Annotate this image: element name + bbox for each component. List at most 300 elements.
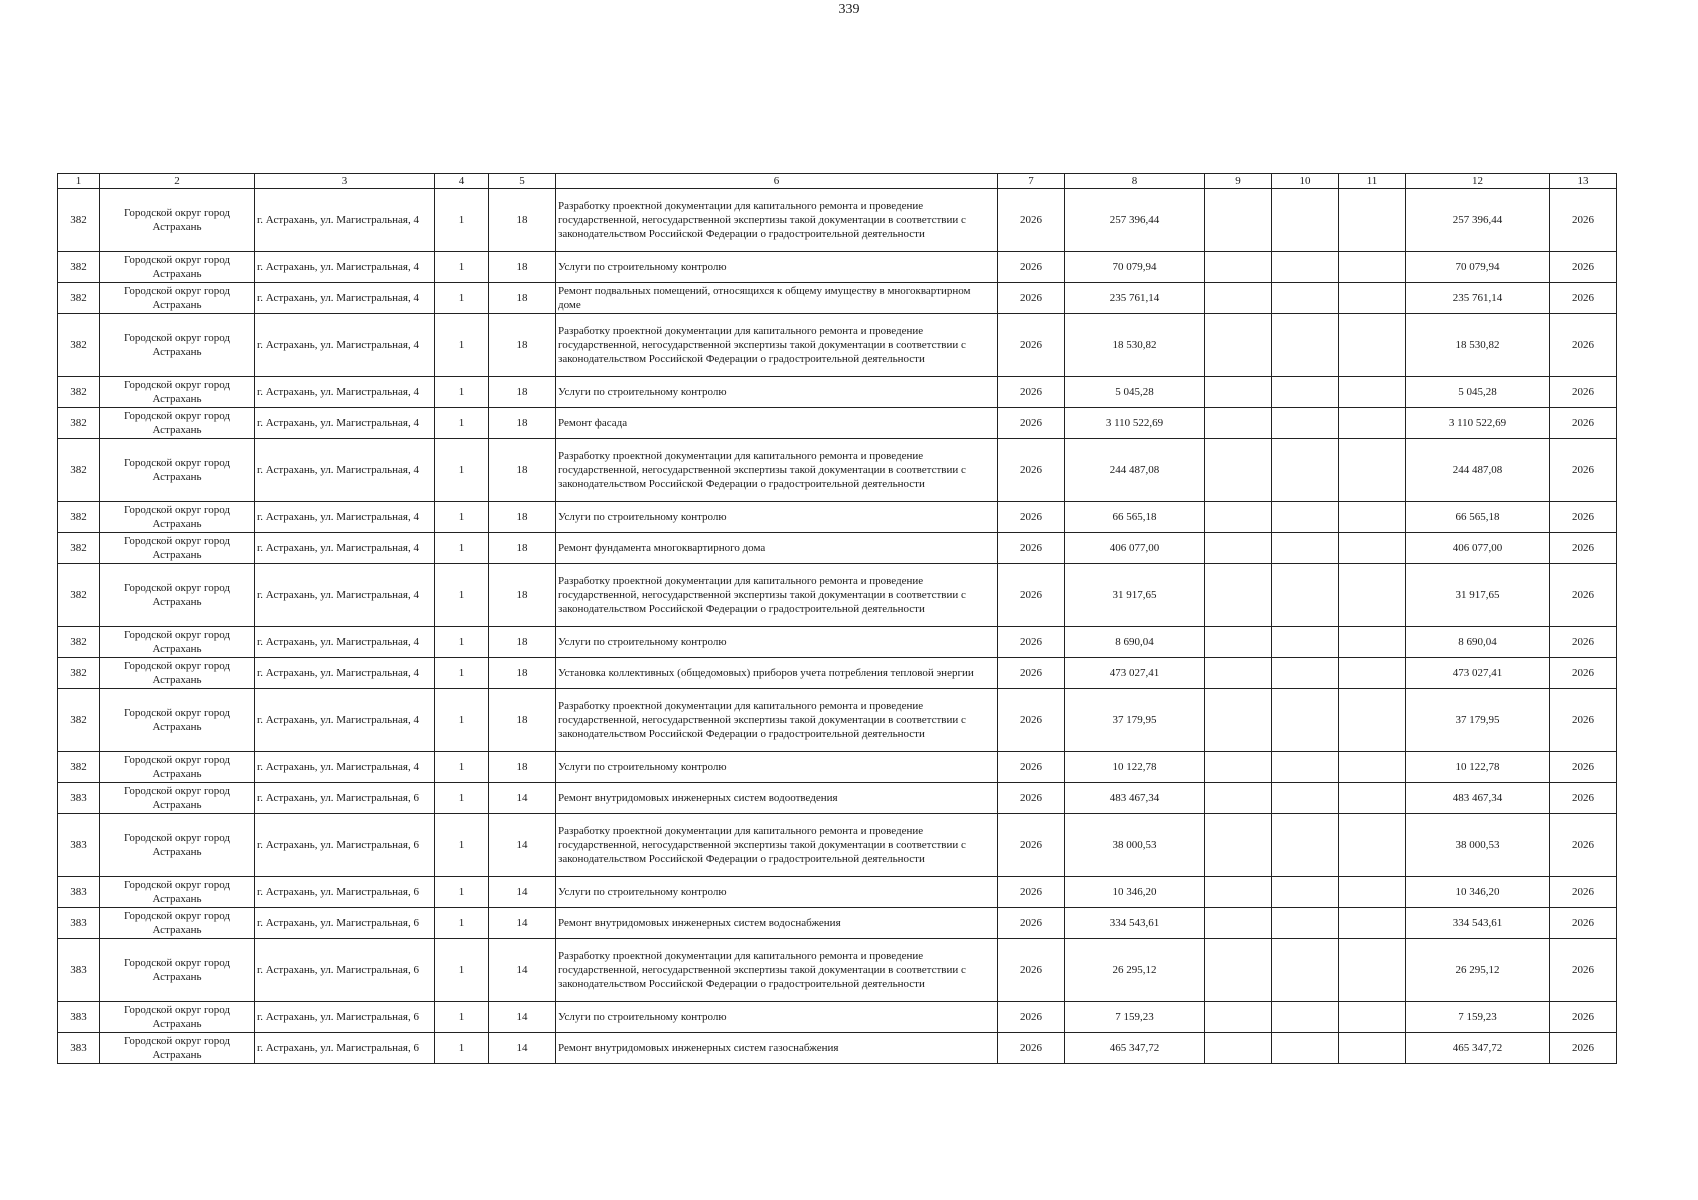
cost-cell: 406 077,00 <box>1406 533 1550 564</box>
cost-cell: 483 467,34 <box>1406 783 1550 814</box>
year-cell: 2026 <box>998 564 1065 627</box>
value-cell: 18 <box>489 502 556 533</box>
municipality-cell: Городской округ город Астрахань <box>100 783 255 814</box>
address-cell: г. Астрахань, ул. Магистральная, 4 <box>255 283 435 314</box>
value-cell: 1 <box>435 1033 489 1064</box>
value-cell <box>1339 502 1406 533</box>
value-cell: 1 <box>435 408 489 439</box>
municipality-cell: Городской округ город Астрахань <box>100 189 255 252</box>
cost-cell: 66 565,18 <box>1406 502 1550 533</box>
year-cell: 2026 <box>1550 314 1617 377</box>
cost-cell: 244 487,08 <box>1406 439 1550 502</box>
table-row <box>58 752 1617 783</box>
cost-cell: 10 346,20 <box>1065 877 1205 908</box>
cost-cell: 473 027,41 <box>1065 658 1205 689</box>
value-cell <box>1272 783 1339 814</box>
row-number-cell: 382 <box>58 314 100 377</box>
year-cell: 2026 <box>998 408 1065 439</box>
year-cell: 2026 <box>1550 408 1617 439</box>
cost-cell: 235 761,14 <box>1065 283 1205 314</box>
year-cell: 2026 <box>998 252 1065 283</box>
municipality-cell: Городской округ город Астрахань <box>100 439 255 502</box>
cost-cell: 10 346,20 <box>1406 877 1550 908</box>
value-cell <box>1339 783 1406 814</box>
value-cell <box>1205 377 1272 408</box>
work-type-cell: Ремонт внутридомовых инженерных систем газоснабжения <box>556 1033 998 1064</box>
value-cell <box>1205 752 1272 783</box>
year-cell: 2026 <box>1550 377 1617 408</box>
year-cell: 2026 <box>998 627 1065 658</box>
value-cell <box>1272 877 1339 908</box>
cost-cell: 257 396,44 <box>1406 189 1550 252</box>
column-header: 10 <box>1272 174 1339 189</box>
value-cell: 1 <box>435 783 489 814</box>
value-cell: 1 <box>435 314 489 377</box>
value-cell: 1 <box>435 377 489 408</box>
table-row <box>58 783 1617 814</box>
work-type-cell: Разработку проектной документации для капитального ремонта и проведение государственной, негосударственной экспертизы такой документации в соответствии с законодательством Российской Федерации о градостроительной деятельности <box>556 814 998 877</box>
cost-cell: 8 690,04 <box>1065 627 1205 658</box>
cost-cell: 244 487,08 <box>1065 439 1205 502</box>
table-row <box>58 1002 1617 1033</box>
municipality-cell: Городской округ город Астрахань <box>100 377 255 408</box>
value-cell: 18 <box>489 752 556 783</box>
cost-cell: 465 347,72 <box>1065 1033 1205 1064</box>
value-cell <box>1339 877 1406 908</box>
table-row <box>58 283 1617 314</box>
value-cell <box>1205 1002 1272 1033</box>
value-cell <box>1272 1033 1339 1064</box>
column-header: 3 <box>255 174 435 189</box>
value-cell <box>1339 314 1406 377</box>
address-cell: г. Астрахань, ул. Магистральная, 4 <box>255 564 435 627</box>
value-cell: 18 <box>489 564 556 627</box>
year-cell: 2026 <box>998 189 1065 252</box>
value-cell <box>1339 439 1406 502</box>
value-cell: 1 <box>435 814 489 877</box>
year-cell: 2026 <box>1550 564 1617 627</box>
year-cell: 2026 <box>1550 877 1617 908</box>
value-cell: 14 <box>489 1033 556 1064</box>
cost-cell: 406 077,00 <box>1065 533 1205 564</box>
year-cell: 2026 <box>1550 908 1617 939</box>
address-cell: г. Астрахань, ул. Магистральная, 4 <box>255 689 435 752</box>
value-cell <box>1205 564 1272 627</box>
work-type-cell: Разработку проектной документации для капитального ремонта и проведение государственной, негосударственной экспертизы такой документации в соответствии с законодательством Российской Федерации о градостроительной деятельности <box>556 189 998 252</box>
row-number-cell: 383 <box>58 1033 100 1064</box>
address-cell: г. Астрахань, ул. Магистральная, 6 <box>255 939 435 1002</box>
row-number-cell: 382 <box>58 283 100 314</box>
value-cell: 14 <box>489 877 556 908</box>
value-cell: 18 <box>489 408 556 439</box>
address-cell: г. Астрахань, ул. Магистральная, 4 <box>255 502 435 533</box>
value-cell <box>1205 877 1272 908</box>
row-number-cell: 382 <box>58 752 100 783</box>
value-cell: 1 <box>435 752 489 783</box>
address-cell: г. Астрахань, ул. Магистральная, 4 <box>255 658 435 689</box>
cost-cell: 5 045,28 <box>1406 377 1550 408</box>
cost-cell: 3 110 522,69 <box>1406 408 1550 439</box>
cost-cell: 18 530,82 <box>1065 314 1205 377</box>
municipality-cell: Городской округ город Астрахань <box>100 283 255 314</box>
row-number-cell: 382 <box>58 189 100 252</box>
column-header: 1 <box>58 174 100 189</box>
value-cell: 1 <box>435 939 489 1002</box>
column-header: 8 <box>1065 174 1205 189</box>
year-cell: 2026 <box>998 783 1065 814</box>
table-row <box>58 189 1617 252</box>
municipality-cell: Городской округ город Астрахань <box>100 1002 255 1033</box>
year-cell: 2026 <box>1550 939 1617 1002</box>
cost-cell: 235 761,14 <box>1406 283 1550 314</box>
table-row <box>58 502 1617 533</box>
row-number-cell: 382 <box>58 502 100 533</box>
table-row <box>58 939 1617 1002</box>
value-cell <box>1272 908 1339 939</box>
address-cell: г. Астрахань, ул. Магистральная, 4 <box>255 752 435 783</box>
value-cell: 14 <box>489 783 556 814</box>
value-cell <box>1339 408 1406 439</box>
value-cell: 1 <box>435 283 489 314</box>
year-cell: 2026 <box>998 533 1065 564</box>
municipality-cell: Городской округ город Астрахань <box>100 564 255 627</box>
cost-cell: 5 045,28 <box>1065 377 1205 408</box>
row-number-cell: 383 <box>58 814 100 877</box>
value-cell: 1 <box>435 1002 489 1033</box>
year-cell: 2026 <box>1550 752 1617 783</box>
year-cell: 2026 <box>998 1033 1065 1064</box>
value-cell <box>1339 1002 1406 1033</box>
table-row <box>58 877 1617 908</box>
value-cell: 14 <box>489 939 556 1002</box>
value-cell <box>1339 1033 1406 1064</box>
year-cell: 2026 <box>998 877 1065 908</box>
work-type-cell: Установка коллективных (общедомовых) приборов учета потребления тепловой энергии <box>556 658 998 689</box>
cost-cell: 483 467,34 <box>1065 783 1205 814</box>
value-cell <box>1205 439 1272 502</box>
year-cell: 2026 <box>1550 627 1617 658</box>
value-cell: 1 <box>435 658 489 689</box>
value-cell: 18 <box>489 439 556 502</box>
value-cell <box>1339 689 1406 752</box>
table-row <box>58 252 1617 283</box>
year-cell: 2026 <box>1550 689 1617 752</box>
table-row <box>58 814 1617 877</box>
municipality-cell: Городской округ город Астрахань <box>100 314 255 377</box>
address-cell: г. Астрахань, ул. Магистральная, 6 <box>255 908 435 939</box>
address-cell: г. Астрахань, ул. Магистральная, 4 <box>255 252 435 283</box>
value-cell: 1 <box>435 627 489 658</box>
work-type-cell: Услуги по строительному контролю <box>556 627 998 658</box>
value-cell <box>1205 627 1272 658</box>
cost-cell: 334 543,61 <box>1065 908 1205 939</box>
address-cell: г. Астрахань, ул. Магистральная, 6 <box>255 877 435 908</box>
cost-cell: 334 543,61 <box>1406 908 1550 939</box>
cost-cell: 10 122,78 <box>1065 752 1205 783</box>
value-cell <box>1205 1033 1272 1064</box>
municipality-cell: Городской округ город Астрахань <box>100 908 255 939</box>
value-cell <box>1272 314 1339 377</box>
value-cell <box>1205 502 1272 533</box>
municipality-cell: Городской округ город Астрахань <box>100 252 255 283</box>
address-cell: г. Астрахань, ул. Магистральная, 4 <box>255 408 435 439</box>
value-cell: 1 <box>435 502 489 533</box>
value-cell <box>1339 752 1406 783</box>
cost-cell: 3 110 522,69 <box>1065 408 1205 439</box>
year-cell: 2026 <box>998 658 1065 689</box>
value-cell <box>1339 283 1406 314</box>
municipality-cell: Городской округ город Астрахань <box>100 689 255 752</box>
value-cell: 18 <box>489 283 556 314</box>
value-cell: 1 <box>435 439 489 502</box>
municipality-cell: Городской округ город Астрахань <box>100 814 255 877</box>
row-number-cell: 382 <box>58 377 100 408</box>
value-cell: 1 <box>435 533 489 564</box>
year-cell: 2026 <box>998 939 1065 1002</box>
municipality-cell: Городской округ город Астрахань <box>100 658 255 689</box>
value-cell <box>1205 189 1272 252</box>
value-cell <box>1339 658 1406 689</box>
year-cell: 2026 <box>998 752 1065 783</box>
work-type-cell: Услуги по строительному контролю <box>556 252 998 283</box>
work-type-cell: Ремонт фундамента многоквартирного дома <box>556 533 998 564</box>
value-cell <box>1272 252 1339 283</box>
row-number-cell: 383 <box>58 939 100 1002</box>
value-cell <box>1272 627 1339 658</box>
work-type-cell: Ремонт подвальных помещений, относящихся к общему имуществу в многоквартирном доме <box>556 283 998 314</box>
value-cell <box>1272 439 1339 502</box>
work-type-cell: Услуги по строительному контролю <box>556 1002 998 1033</box>
cost-cell: 473 027,41 <box>1406 658 1550 689</box>
table-row <box>58 908 1617 939</box>
row-number-cell: 383 <box>58 877 100 908</box>
work-type-cell: Услуги по строительному контролю <box>556 877 998 908</box>
municipality-cell: Городской округ город Астрахань <box>100 533 255 564</box>
value-cell <box>1205 939 1272 1002</box>
year-cell: 2026 <box>998 814 1065 877</box>
table-row <box>58 533 1617 564</box>
value-cell <box>1339 627 1406 658</box>
address-cell: г. Астрахань, ул. Магистральная, 4 <box>255 627 435 658</box>
value-cell: 1 <box>435 877 489 908</box>
value-cell <box>1339 189 1406 252</box>
value-cell <box>1205 814 1272 877</box>
value-cell: 14 <box>489 814 556 877</box>
year-cell: 2026 <box>998 1002 1065 1033</box>
value-cell <box>1272 189 1339 252</box>
value-cell <box>1339 939 1406 1002</box>
value-cell <box>1205 314 1272 377</box>
value-cell <box>1272 283 1339 314</box>
value-cell <box>1272 564 1339 627</box>
row-number-cell: 383 <box>58 908 100 939</box>
year-cell: 2026 <box>1550 502 1617 533</box>
value-cell <box>1205 783 1272 814</box>
cost-cell: 38 000,53 <box>1406 814 1550 877</box>
address-cell: г. Астрахань, ул. Магистральная, 4 <box>255 314 435 377</box>
value-cell: 18 <box>489 658 556 689</box>
table-row <box>58 564 1617 627</box>
address-cell: г. Астрахань, ул. Магистральная, 4 <box>255 533 435 564</box>
work-type-cell: Разработку проектной документации для капитального ремонта и проведение государственной, негосударственной экспертизы такой документации в соответствии с законодательством Российской Федерации о градостроительной деятельности <box>556 939 998 1002</box>
value-cell <box>1272 752 1339 783</box>
value-cell <box>1272 502 1339 533</box>
table-body <box>58 189 1617 1064</box>
year-cell: 2026 <box>1550 814 1617 877</box>
column-header: 11 <box>1339 174 1406 189</box>
work-type-cell: Разработку проектной документации для капитального ремонта и проведение государственной, негосударственной экспертизы такой документации в соответствии с законодательством Российской Федерации о градостроительной деятельности <box>556 689 998 752</box>
table-row <box>58 689 1617 752</box>
year-cell: 2026 <box>998 314 1065 377</box>
cost-cell: 31 917,65 <box>1065 564 1205 627</box>
value-cell <box>1339 377 1406 408</box>
row-number-cell: 382 <box>58 439 100 502</box>
value-cell <box>1205 252 1272 283</box>
page-number: 339 <box>838 2 860 17</box>
table-row <box>58 439 1617 502</box>
value-cell <box>1339 564 1406 627</box>
work-type-cell: Услуги по строительному контролю <box>556 752 998 783</box>
year-cell: 2026 <box>1550 783 1617 814</box>
address-cell: г. Астрахань, ул. Магистральная, 6 <box>255 814 435 877</box>
value-cell <box>1205 408 1272 439</box>
work-type-cell: Услуги по строительному контролю <box>556 502 998 533</box>
cost-cell: 70 079,94 <box>1406 252 1550 283</box>
municipality-cell: Городской округ город Астрахань <box>100 877 255 908</box>
address-cell: г. Астрахань, ул. Магистральная, 6 <box>255 1002 435 1033</box>
cost-cell: 70 079,94 <box>1065 252 1205 283</box>
column-header: 7 <box>998 174 1065 189</box>
municipality-cell: Городской округ город Астрахань <box>100 408 255 439</box>
cost-cell: 7 159,23 <box>1065 1002 1205 1033</box>
work-type-cell: Услуги по строительному контролю <box>556 377 998 408</box>
address-cell: г. Астрахань, ул. Магистральная, 6 <box>255 1033 435 1064</box>
year-cell: 2026 <box>1550 189 1617 252</box>
cost-cell: 66 565,18 <box>1065 502 1205 533</box>
table-row <box>58 377 1617 408</box>
cost-cell: 26 295,12 <box>1065 939 1205 1002</box>
value-cell: 18 <box>489 627 556 658</box>
year-cell: 2026 <box>998 502 1065 533</box>
value-cell <box>1205 658 1272 689</box>
year-cell: 2026 <box>998 689 1065 752</box>
value-cell: 1 <box>435 689 489 752</box>
table-row <box>58 408 1617 439</box>
address-cell: г. Астрахань, ул. Магистральная, 4 <box>255 439 435 502</box>
year-cell: 2026 <box>1550 1002 1617 1033</box>
value-cell <box>1272 814 1339 877</box>
value-cell <box>1339 533 1406 564</box>
value-cell: 14 <box>489 908 556 939</box>
value-cell: 18 <box>489 189 556 252</box>
value-cell: 18 <box>489 377 556 408</box>
work-type-cell: Ремонт внутридомовых инженерных систем водоотведения <box>556 783 998 814</box>
value-cell <box>1272 658 1339 689</box>
year-cell: 2026 <box>998 377 1065 408</box>
row-number-cell: 382 <box>58 408 100 439</box>
value-cell: 1 <box>435 252 489 283</box>
cost-cell: 18 530,82 <box>1406 314 1550 377</box>
cost-cell: 26 295,12 <box>1406 939 1550 1002</box>
column-header: 4 <box>435 174 489 189</box>
value-cell <box>1272 408 1339 439</box>
column-header: 6 <box>556 174 998 189</box>
cost-cell: 8 690,04 <box>1406 627 1550 658</box>
cost-cell: 10 122,78 <box>1406 752 1550 783</box>
value-cell: 14 <box>489 1002 556 1033</box>
capital-repair-table <box>57 173 1617 1064</box>
value-cell <box>1205 533 1272 564</box>
row-number-cell: 382 <box>58 627 100 658</box>
row-number-cell: 382 <box>58 252 100 283</box>
value-cell: 18 <box>489 314 556 377</box>
value-cell <box>1272 1002 1339 1033</box>
year-cell: 2026 <box>1550 439 1617 502</box>
cost-cell: 37 179,95 <box>1065 689 1205 752</box>
value-cell <box>1272 533 1339 564</box>
address-cell: г. Астрахань, ул. Магистральная, 4 <box>255 189 435 252</box>
work-type-cell: Разработку проектной документации для капитального ремонта и проведение государственной, негосударственной экспертизы такой документации в соответствии с законодательством Российской Федерации о градостроительной деятельности <box>556 564 998 627</box>
address-cell: г. Астрахань, ул. Магистральная, 4 <box>255 377 435 408</box>
cost-cell: 465 347,72 <box>1406 1033 1550 1064</box>
work-type-cell: Разработку проектной документации для капитального ремонта и проведение государственной, негосударственной экспертизы такой документации в соответствии с законодательством Российской Федерации о градостроительной деятельности <box>556 439 998 502</box>
value-cell: 18 <box>489 252 556 283</box>
value-cell <box>1339 908 1406 939</box>
address-cell: г. Астрахань, ул. Магистральная, 6 <box>255 783 435 814</box>
value-cell: 1 <box>435 564 489 627</box>
value-cell: 1 <box>435 189 489 252</box>
value-cell <box>1205 689 1272 752</box>
cost-cell: 38 000,53 <box>1065 814 1205 877</box>
table-row <box>58 1033 1617 1064</box>
year-cell: 2026 <box>998 908 1065 939</box>
municipality-cell: Городской округ город Астрахань <box>100 752 255 783</box>
value-cell <box>1205 283 1272 314</box>
column-header: 12 <box>1406 174 1550 189</box>
row-number-cell: 382 <box>58 564 100 627</box>
row-number-cell: 382 <box>58 689 100 752</box>
table-row <box>58 314 1617 377</box>
row-number-cell: 383 <box>58 1002 100 1033</box>
value-cell <box>1272 939 1339 1002</box>
value-cell: 18 <box>489 689 556 752</box>
municipality-cell: Городской округ город Астрахань <box>100 1033 255 1064</box>
year-cell: 2026 <box>998 283 1065 314</box>
year-cell: 2026 <box>1550 1033 1617 1064</box>
column-header: 9 <box>1205 174 1272 189</box>
value-cell: 1 <box>435 908 489 939</box>
value-cell: 18 <box>489 533 556 564</box>
value-cell <box>1272 377 1339 408</box>
cost-cell: 37 179,95 <box>1406 689 1550 752</box>
work-type-cell: Ремонт внутридомовых инженерных систем водоснабжения <box>556 908 998 939</box>
column-header: 13 <box>1550 174 1617 189</box>
value-cell <box>1205 908 1272 939</box>
year-cell: 2026 <box>1550 658 1617 689</box>
row-number-cell: 382 <box>58 658 100 689</box>
value-cell <box>1339 252 1406 283</box>
row-number-cell: 383 <box>58 783 100 814</box>
cost-cell: 257 396,44 <box>1065 189 1205 252</box>
year-cell: 2026 <box>1550 283 1617 314</box>
work-type-cell: Разработку проектной документации для капитального ремонта и проведение государственной, негосударственной экспертизы такой документации в соответствии с законодательством Российской Федерации о градостроительной деятельности <box>556 314 998 377</box>
column-number-row <box>58 174 1617 189</box>
municipality-cell: Городской округ город Астрахань <box>100 502 255 533</box>
column-header: 5 <box>489 174 556 189</box>
year-cell: 2026 <box>998 439 1065 502</box>
column-header: 2 <box>100 174 255 189</box>
value-cell <box>1339 814 1406 877</box>
